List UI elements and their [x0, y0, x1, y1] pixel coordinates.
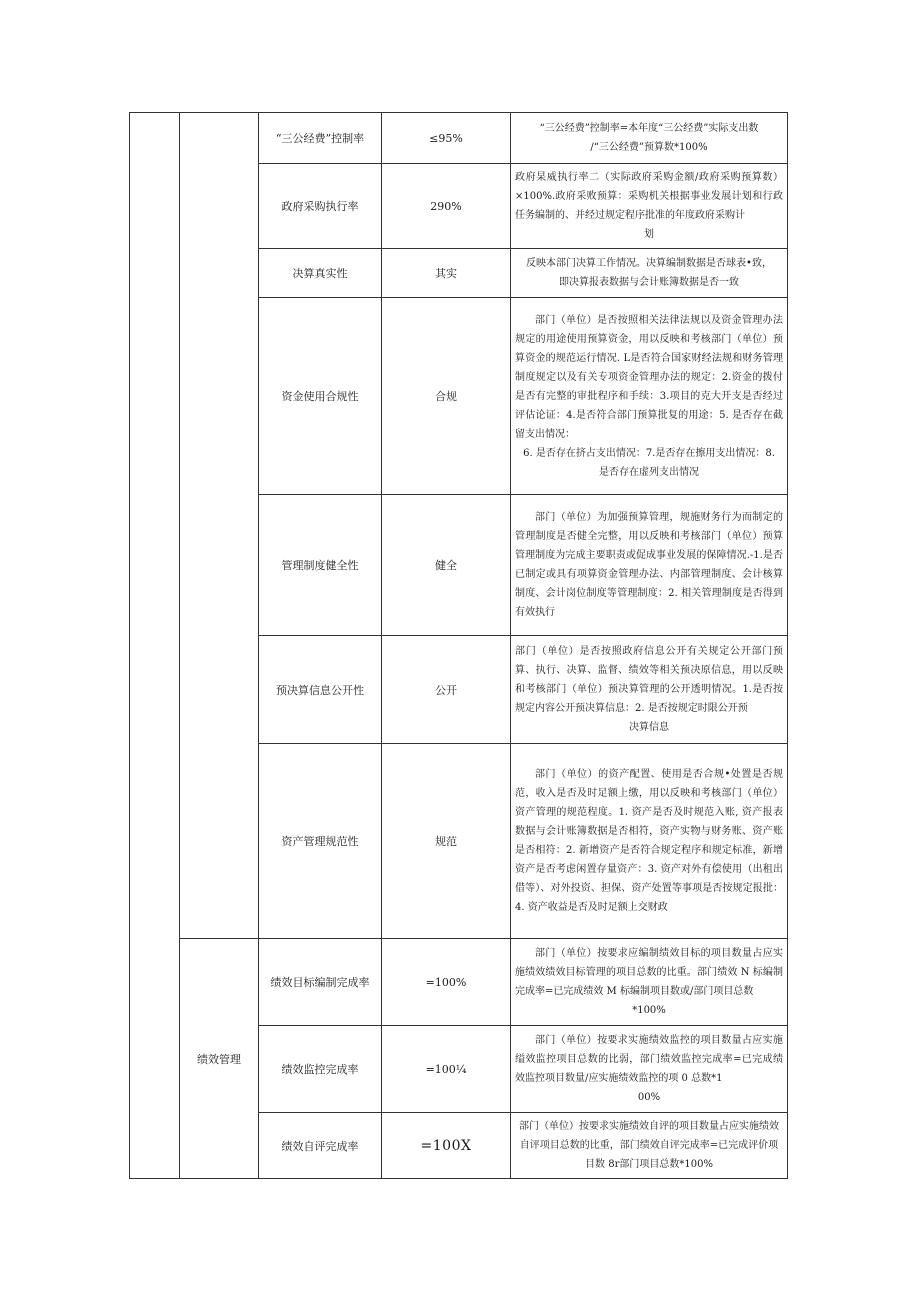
indicator-description: [511, 939, 788, 1026]
indicator-name: 绩效目标编制完成率: [259, 939, 382, 1026]
description-line: 划: [644, 229, 654, 240]
indicator-description: [511, 1026, 788, 1113]
indicator-description: [511, 298, 788, 495]
description-line: 政府杲威执行率二（实际政府采购金额/政府采购预算数）×100%.政府采败预算：采购机关根据事业发展计划和行政任务编制的、并经过规定程序批准的年度政府采购计: [515, 172, 783, 221]
indicator-description: [511, 113, 788, 164]
indicator-value: 健全: [382, 495, 511, 636]
description-line: 部门（单位）按要求实施绩效监控的项目数量占应实施缢效监控项目总数的比弱，部门绩效监控完成率=已完成绩效监控项目数量/应实施绩效监控的项 0 总数*1: [515, 1035, 783, 1084]
description-line: 00%: [637, 1092, 661, 1103]
indicator-value: 规范: [382, 744, 511, 939]
indicator-description: [511, 744, 788, 939]
description-line: *100%: [632, 1005, 666, 1016]
indicator-value: ≤95%: [382, 113, 511, 164]
outer-category-cell: [130, 113, 180, 1179]
indicator-name: 预决算信息公开性: [259, 636, 382, 744]
category-cell: [180, 113, 259, 939]
description-line: 部门（单位）按要求实施绩效自评的项目数量占应实施绩效自评项目总数的比重，部门绩效自评完成率=已完成评价项目数 8r部门项目总数*100%: [519, 1121, 779, 1170]
indicator-description: [511, 164, 788, 249]
description-line: 反映本部门决算工作情况。决算编制数据是否球表•致，: [526, 258, 772, 269]
indicator-name: 决算真实性: [259, 249, 382, 298]
description-line: 部门（单位）是否按照相关法律法规以及资金管理办法规定的用途使用预算资金，用以反映和考核部门（单位）预算资金的规范运行情况. L是否符合国家财经法规和财务管理制度规定以及有关专项资金管理办法的规定：2.资金的拨付是否有完整的审批程序和手续：3.项目的克大开支是否经过评估论证：4.是否符合部门预算批复的用途：5. 是否存在截留支出情况：: [515, 314, 783, 440]
indicator-name: 资金使用合规性: [259, 298, 382, 495]
indicator-value: 合规: [382, 298, 511, 495]
indicator-description: [511, 249, 788, 298]
indicator-value: =100%: [382, 939, 511, 1026]
table-row: [130, 939, 788, 1026]
indicator-description: [511, 636, 788, 744]
performance-indicator-table: [129, 112, 788, 1179]
indicator-name: 资产管理规范性: [259, 744, 382, 939]
indicator-value: =100¼: [382, 1026, 511, 1113]
category-label: 绩效管理: [180, 939, 259, 1179]
indicator-value: 其实: [382, 249, 511, 298]
description-line: 部门（单位）按要求应编制绩效目标的项目数量占应实施绩效绩效目标管理的项目总数的比重。部门绩效 N 标编制完成率=已完成绩效 M 标编制项目数或/部门项目总数: [515, 948, 783, 997]
description-line: 部门（单位）是否按照政府信息公开有关规定公开部门预算、执行、决算、监督、绩效等相关预决原信息，用以反映和考核部门（单位）预决算管理的公开透明情况。1.是否按规定内容公开预决算信息：2. 是否按规定时限公开预: [515, 646, 783, 714]
indicator-name: 政府采购执行率: [259, 164, 382, 249]
indicator-value: =100X: [382, 1113, 511, 1179]
description-line: 6. 是否存在挤占支出情况：7.是否存在擦用支出情况：8.: [523, 447, 775, 459]
indicator-description: [511, 495, 788, 636]
description-line: 部门（单位）为加强预算管理，规施财务行为而制定的管理制度是否健全完整，用以反映和考核部门（单位）预算管理制度为完成主要职责或促成事业发展的保障情况.-1.是否已制定或具有项算资金管理办法、内部管理制度、会计核算制度、会计岗位制度等管理制度：2. 相关管理制度是否得到有效执行: [515, 512, 783, 618]
description-line: “三公经费”控制率=本年度“三公经费”实际支出数: [539, 123, 759, 134]
indicator-value: 290%: [382, 164, 511, 249]
description-line: 部门（单位）的资产配置、使用是否合规•处置是否规范，收入是否及时足额上缴，用以反映和考核部门（单位）资产管理的规范程度。1. 资产是否及时规范入账, 资产报表数据与会计账簿数据是否相符，资产实物与财务账、资产账是否相符：2. 新增资产是否符合规定程序和规定标准，新增资产是否考虑闲置存量资产：3. 资产对外有偿使用（出租出借等）、对外投资、担保、资产处置等事项是否按规定报批：4. 资产收益是否及时足额上交财政: [515, 769, 783, 913]
table-row: [130, 113, 788, 164]
indicator-name: 绩效监控完成率: [259, 1026, 382, 1113]
indicator-name: “三公经费”控制率: [259, 113, 382, 164]
description-line: /“三公经费”预算数*100%: [590, 142, 708, 153]
indicator-description: [511, 1113, 788, 1179]
description-line: 即决算报表数据与会计账簿数据是否一致: [559, 277, 739, 288]
description-line: 决算信息: [629, 722, 669, 733]
indicator-value: 公开: [382, 636, 511, 744]
description-line: 是否存在虚列支出情况: [599, 466, 699, 478]
indicator-name: 管理制度健全性: [259, 495, 382, 636]
indicator-name: 绩效自评完成率: [259, 1113, 382, 1179]
